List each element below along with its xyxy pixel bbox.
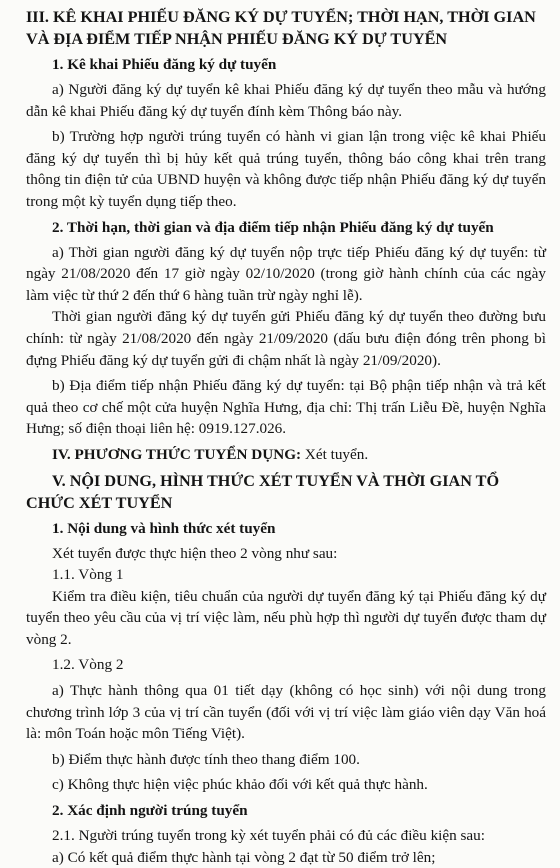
- section-5-title: V. NỘI DUNG, HÌNH THỨC XÉT TUYỂN VÀ THỜI GIAN TỔ CHỨC XÉT TUYỂN: [26, 471, 500, 512]
- paragraph-5-2-1: 2.1. Người trúng tuyển trong kỳ xét tuyển phải có đủ các điều kiện sau:: [52, 827, 485, 845]
- paragraph-5-1-2-a: a) Thực hành thông qua 01 tiết dạy (không có học sinh) với nội dung trong chương trình lớp 3 của vị trí cần tuyển (đối với vị trí việc làm giáo viên dạy Văn hoá là: môn Toán hoặc môn Tiếng Việt).: [26, 682, 546, 743]
- section-4-line: [52, 444, 546, 466]
- subsection-5-2-title: 2. Xác định người trúng tuyển: [52, 802, 248, 820]
- section-4-label: IV. PHƯƠNG THỨC TUYỂN DỤNG:: [52, 445, 302, 463]
- subsection-5-1-title: 1. Nội dung và hình thức xét tuyển: [52, 519, 276, 537]
- paragraph-5-1-2-heading: 1.2. Vòng 2: [52, 656, 124, 674]
- paragraph-5-1-1-heading: 1.1. Vòng 1: [52, 566, 124, 584]
- paragraph-3-2-a-postal: Thời gian người đăng ký dự tuyển gửi Phiếu đăng ký dự tuyển theo đường bưu chính: từ ngày 21/08/2020 đến ngày 21/09/2020 (dấu bưu điện đóng trên phong bì đựng Phiếu đăng ký dự tuyển gửi đi chậm nhất là ngày 21/09/2020).: [26, 308, 546, 369]
- paragraph-3-1-b: b) Trường hợp người trúng tuyển có hành vi gian lận trong việc kê khai Phiếu đăng ký dự tuyển thì bị hủy kết quả trúng tuyển, thông báo công khai trên trang thông tin điện tử của UBND huyện và không được tiếp nhận Phiếu đăng ký dự tuyển trong một kỳ tuyển dụng tiếp theo.: [26, 128, 546, 210]
- paragraph-5-1-2-c: c) Không thực hiện việc phúc khảo đối với kết quả thực hành.: [52, 776, 428, 794]
- section-4-value: Xét tuyển.: [304, 445, 369, 463]
- section-3-title: III. KÊ KHAI PHIẾU ĐĂNG KÝ DỰ TUYỂN; THỜI HẠN, THỜI GIAN VÀ ĐỊA ĐIỂM TIẾP NHẬN PHIẾU ĐĂNG KÝ DỰ TUYỂN: [26, 8, 536, 48]
- subsection-3-1-title: 1. Kê khai Phiếu đăng ký dự tuyển: [52, 56, 277, 73]
- paragraph-5-2-1-a: a) Có kết quả điểm thực hành tại vòng 2 đạt từ 50 điểm trở lên;: [52, 848, 436, 866]
- paragraph-5-1-1-text: Kiểm tra điều kiện, tiêu chuẩn của người dự tuyển đăng ký tại Phiếu đăng ký dự tuyển theo yêu cầu của vị trí việc làm, nếu phù hợp thì người dự tuyển được tham dự vòng 2.: [26, 587, 546, 648]
- paragraph-3-1-a: a) Người đăng ký dự tuyển kê khai Phiếu đăng ký dự tuyển theo mẫu và hướng dẫn kê khai Phiếu đăng ký dự tuyển đính kèm Thông báo này.: [26, 81, 546, 120]
- subsection-3-2-title: 2. Thời hạn, thời gian và địa điểm tiếp nhận Phiếu đăng ký dự tuyển: [52, 218, 494, 236]
- paragraph-3-2-a: a) Thời gian người đăng ký dự tuyển nộp trực tiếp Phiếu đăng ký dự tuyển: từ ngày 21/08/2020 đến 17 giờ ngày 02/10/2020 (trong giờ hành chính của các ngày làm việc từ thứ 2 đến thứ 6 hàng tuần trừ ngày nghỉ lễ).: [26, 243, 546, 304]
- paragraph-5-1-2-b: b) Điểm thực hành được tính theo thang điểm 100.: [52, 750, 360, 768]
- paragraph-5-1-intro: Xét tuyển được thực hiện theo 2 vòng như sau:: [52, 544, 338, 562]
- paragraph-3-2-b: b) Địa điểm tiếp nhận Phiếu đăng ký dự tuyển: tại Bộ phận tiếp nhận và trả kết quả theo cơ chế một cửa huyện Nghĩa Hưng, địa chỉ: Thị trấn Liễu Đề, huyện Nghĩa Hưng; số điện thoại liên hệ: 0919.127.026.: [26, 377, 546, 438]
